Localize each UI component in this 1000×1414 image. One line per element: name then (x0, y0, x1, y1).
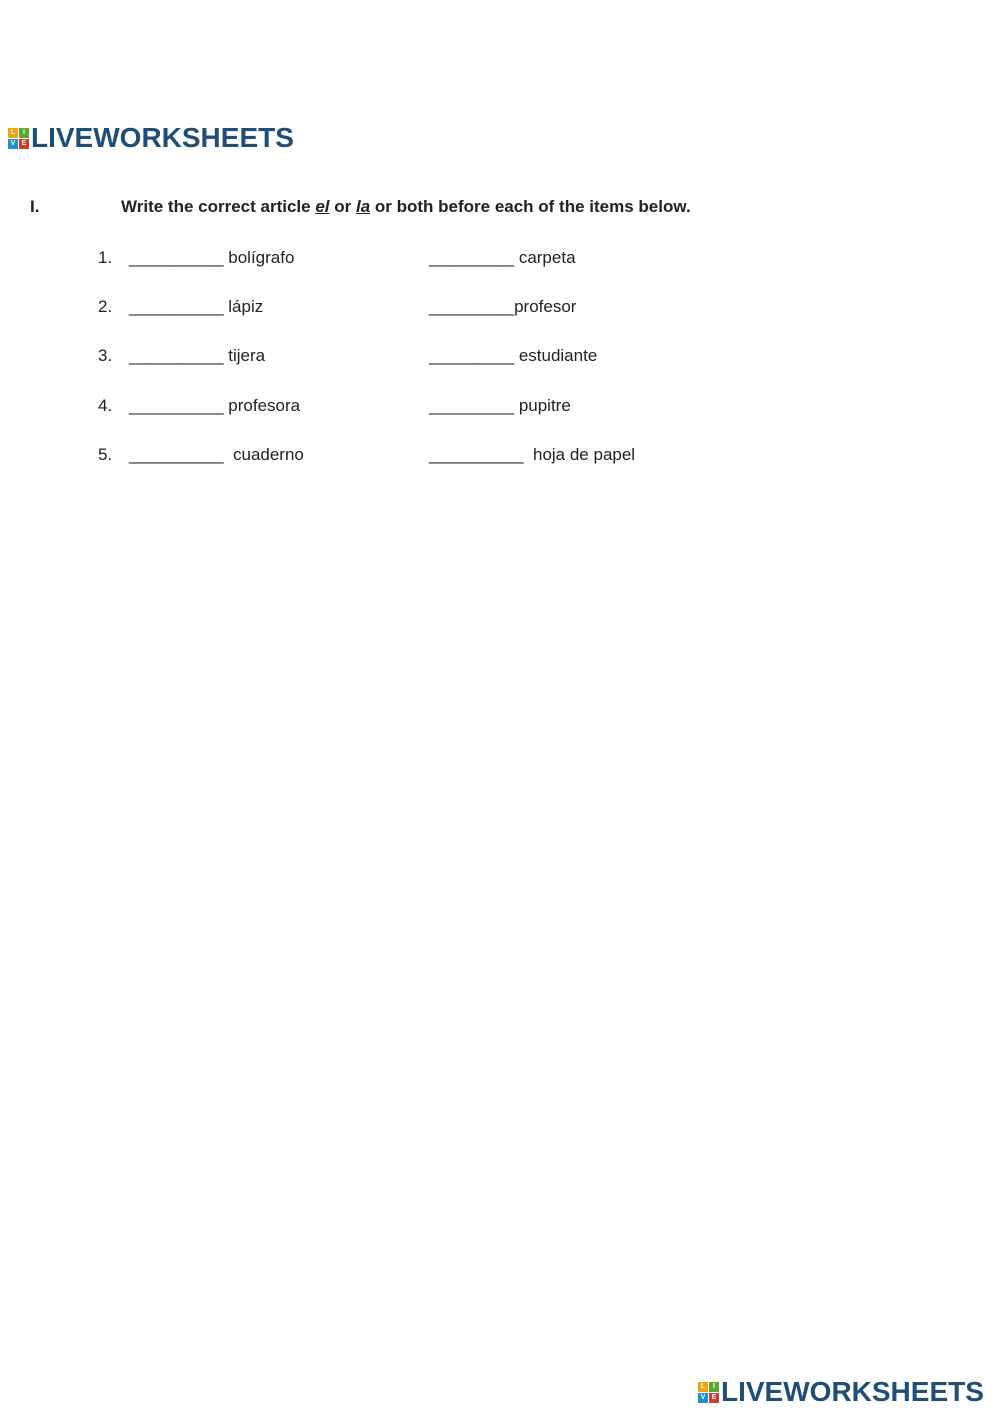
logo-text: LIVEWORKSHEETS (31, 122, 294, 153)
list-item (0, 296, 1000, 320)
answer-blank[interactable]: _________ (429, 248, 515, 267)
left-item (129, 444, 304, 466)
list-item (0, 444, 1000, 468)
item-word: hoja de papel (523, 445, 636, 464)
logo-mark-icon (698, 1382, 719, 1403)
answer-blank[interactable]: __________ (129, 248, 224, 267)
answer-blank[interactable]: __________ (429, 445, 524, 464)
instruction-text-before: Write the correct article (121, 197, 316, 216)
item-number: 2. (98, 297, 113, 316)
article-el: el (315, 197, 330, 216)
instruction-text-after: or both before each of the items below. (370, 197, 691, 216)
instruction-text-middle: or (329, 197, 356, 216)
logo-block-v: V (8, 139, 18, 149)
item-word: profesor (514, 297, 577, 316)
item-number: 1. (98, 248, 113, 267)
item-word: estudiante (514, 346, 598, 365)
answer-blank[interactable]: __________ (129, 445, 224, 464)
logo-block-i: I (709, 1382, 719, 1392)
logo-block-v: V (698, 1393, 708, 1403)
liveworksheets-logo-bottom (698, 1378, 984, 1406)
item-number: 5. (98, 445, 113, 464)
item-number: 4. (98, 396, 113, 415)
article-la: la (355, 197, 371, 216)
left-item (129, 395, 300, 417)
answer-blank[interactable]: _________ (429, 346, 515, 365)
item-word: bolígrafo (223, 248, 295, 267)
left-item (129, 296, 263, 318)
item-word: pupitre (514, 396, 571, 415)
item-number: 3. (98, 346, 113, 365)
logo-block-l: L (698, 1382, 708, 1392)
list-item (0, 345, 1000, 369)
answer-blank[interactable]: _________ (429, 396, 515, 415)
logo-block-i: I (19, 128, 29, 138)
answer-blank[interactable]: __________ (129, 396, 224, 415)
logo-block-e: E (19, 139, 29, 149)
right-item (429, 247, 576, 269)
answer-blank[interactable]: __________ (129, 297, 224, 316)
item-word: carpeta (514, 248, 576, 267)
left-item (129, 345, 265, 367)
left-item (129, 247, 294, 269)
logo-text: LIVEWORKSHEETS (721, 1376, 984, 1407)
answer-blank[interactable]: _________ (429, 297, 515, 316)
answer-blank[interactable]: __________ (129, 346, 224, 365)
list-item (0, 247, 1000, 271)
logo-mark-icon (8, 128, 29, 149)
list-item (0, 395, 1000, 419)
item-word: profesora (223, 396, 301, 415)
right-item (429, 395, 571, 417)
logo-block-e: E (709, 1393, 719, 1403)
item-word: cuaderno (223, 445, 304, 464)
right-item (429, 444, 635, 466)
right-item (429, 296, 576, 318)
instruction-text (121, 196, 691, 218)
logo-block-l: L (8, 128, 18, 138)
section-number: I. (30, 197, 40, 216)
item-word: tijera (223, 346, 266, 365)
liveworksheets-logo-top (8, 124, 294, 152)
right-item (429, 345, 597, 367)
item-word: lápiz (223, 297, 264, 316)
